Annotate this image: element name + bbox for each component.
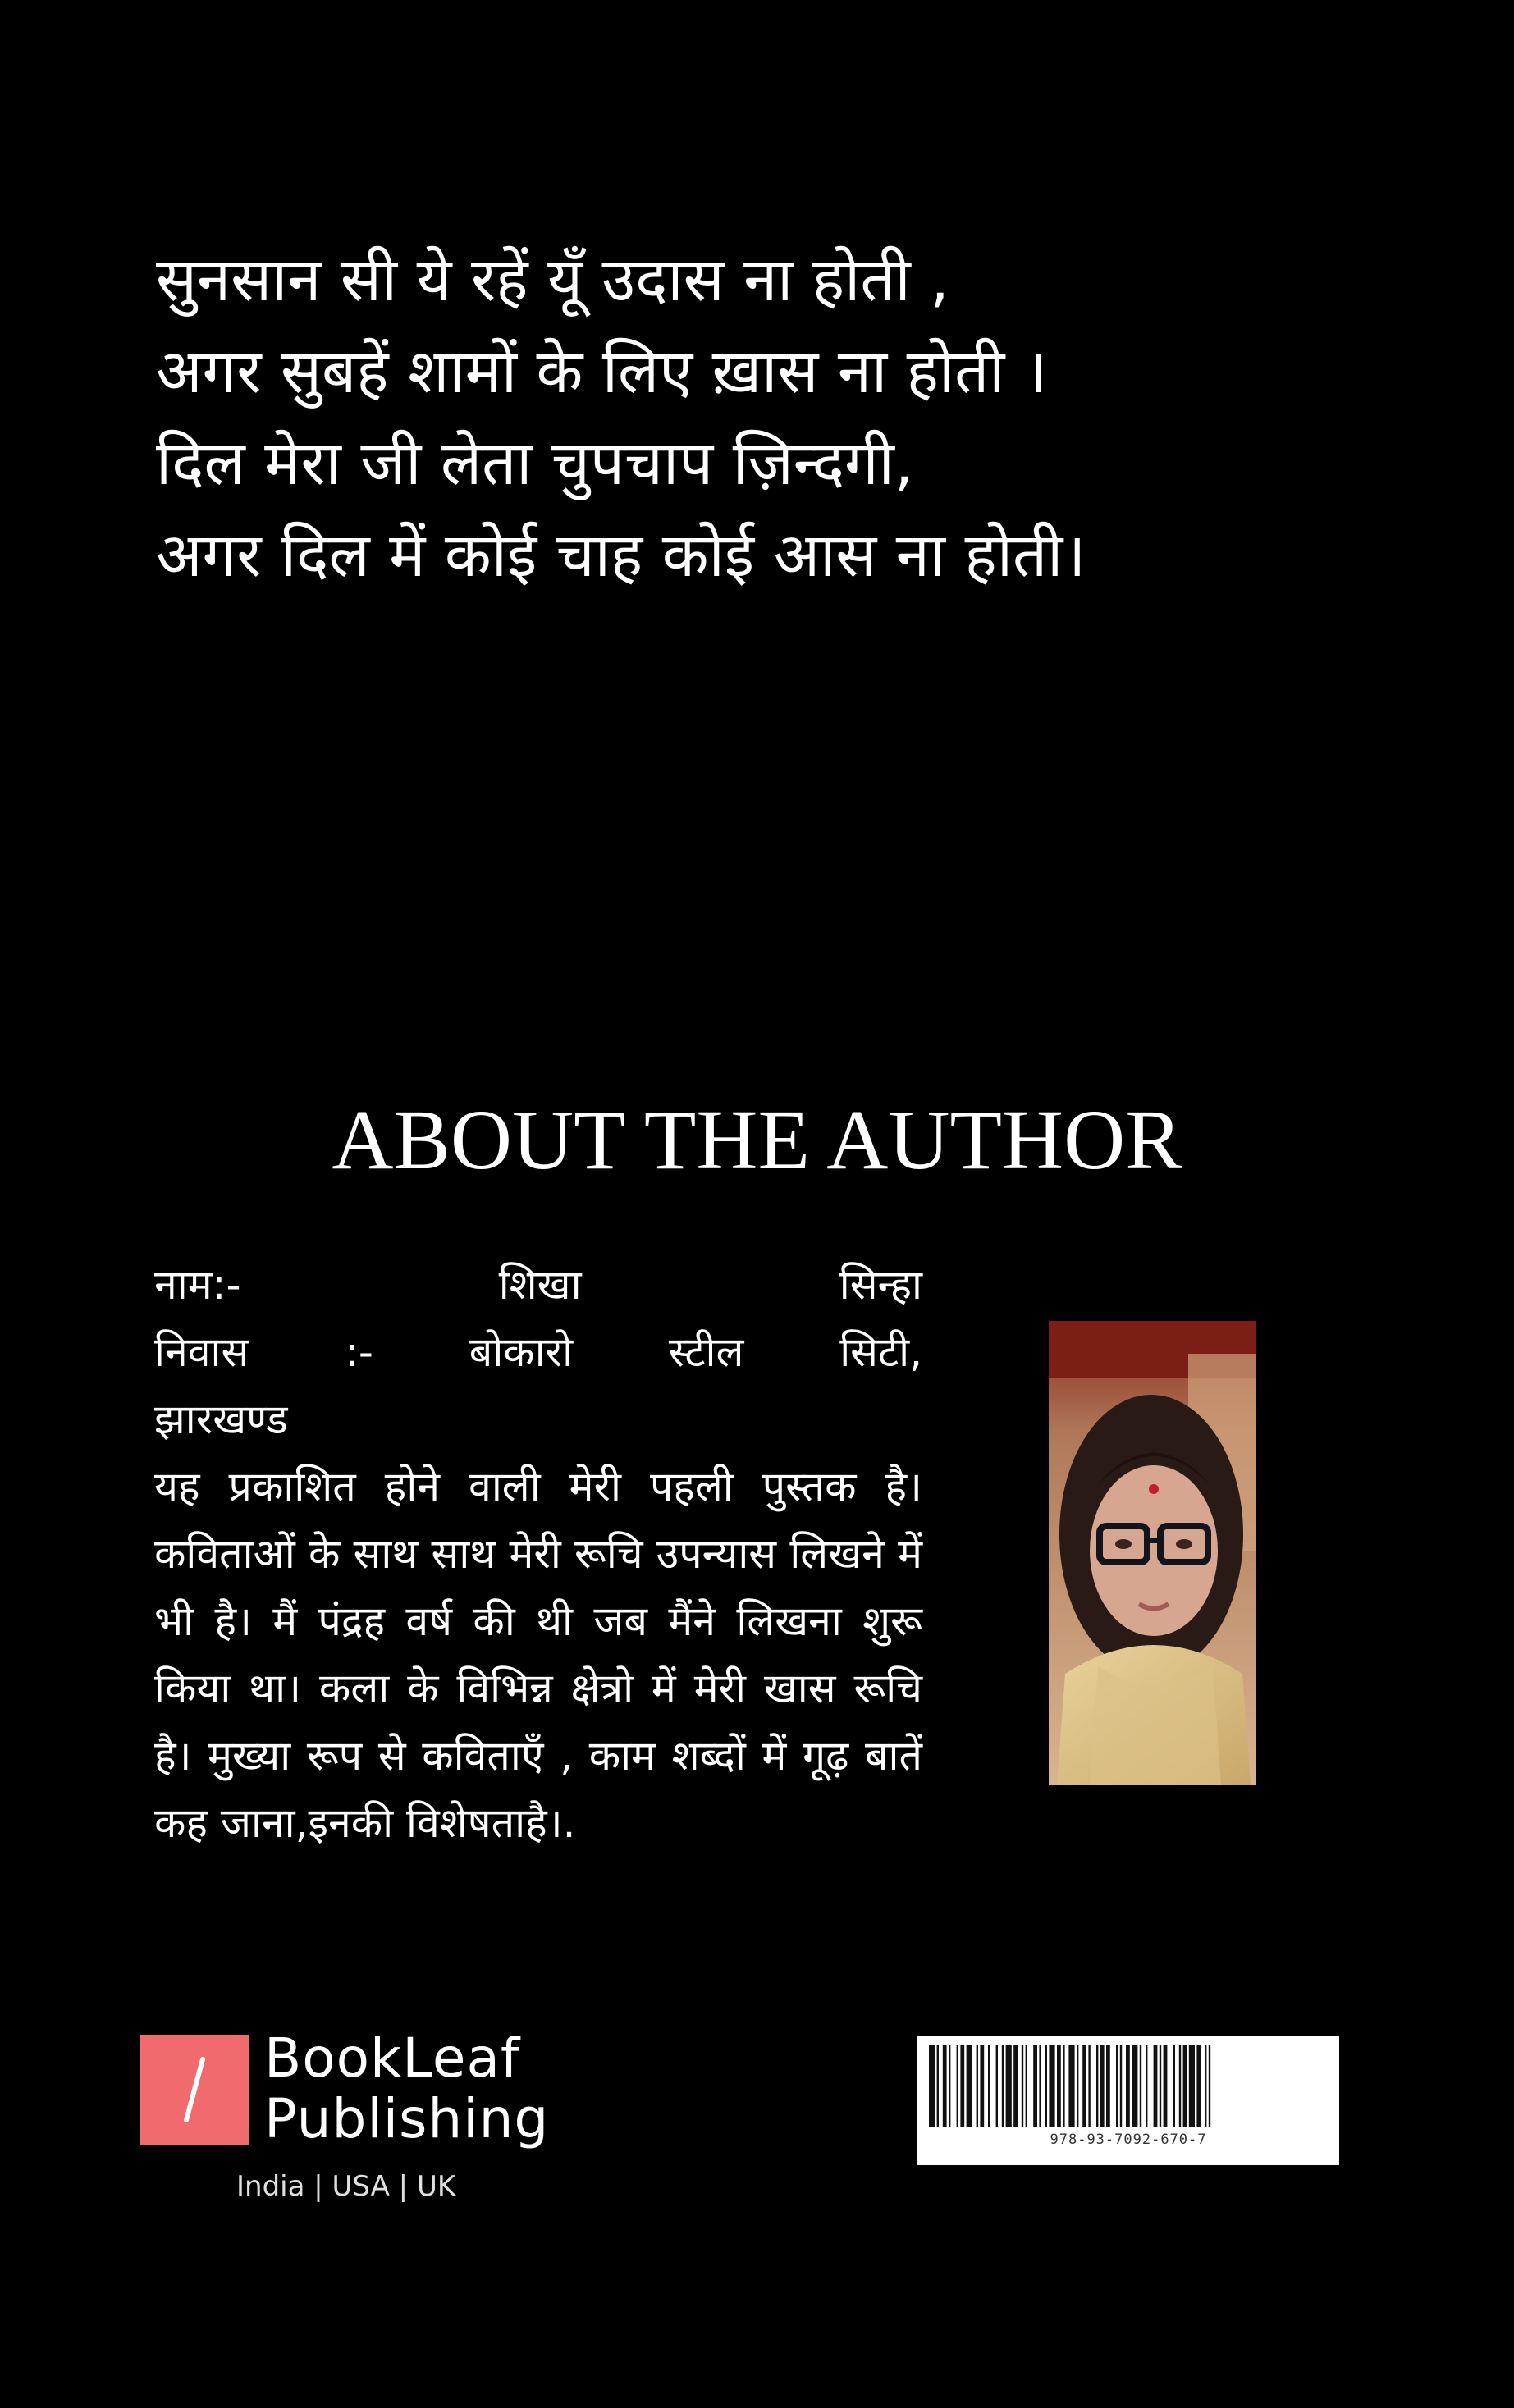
publisher-logo-mark <box>140 2035 249 2145</box>
author-portrait-image <box>1049 1321 1256 1785</box>
poem-line: अगर दिल में कोई चाह कोई आस ना होती। <box>156 520 1086 591</box>
poem-line: अगर सुबहें शामों के लिए ख़ास ना होती । <box>156 336 1048 407</box>
author-first-name: शिखा <box>498 1261 582 1309</box>
publisher-logo <box>140 2026 566 2158</box>
residence-label: निवास <box>154 1328 249 1376</box>
author-last-name: सिन्हा <box>839 1261 922 1309</box>
publisher-name <box>264 2028 549 2150</box>
poem-line: दिल मेरा जी लेता चुपचाप ज़िन्दगी, <box>156 428 914 499</box>
slash-icon <box>178 2056 211 2123</box>
isbn-number: 978-93-7092-670-7 <box>1050 2132 1207 2148</box>
residence-city-part: सिटी, <box>839 1328 922 1376</box>
residence-city-part: स्टील <box>668 1328 744 1376</box>
residence-separator: :- <box>345 1328 373 1376</box>
author-bio <box>154 1251 922 1857</box>
poem-line: सुनसान सी ये रहें यूँ उदास ना होती , <box>156 244 949 315</box>
residence-state: झारखण्ड <box>154 1396 288 1443</box>
author-name-row <box>154 1251 922 1318</box>
back-cover-poem <box>156 234 1346 601</box>
publisher-name-line2: Publishing <box>264 2087 550 2150</box>
author-photo <box>1049 1321 1256 1785</box>
residence-city-part: बोकारो <box>469 1328 574 1376</box>
name-label: नाम:- <box>154 1261 241 1309</box>
residence-row <box>154 1318 922 1386</box>
author-bio-text: यह प्रकाशित होने वाली मेरी पहली पुस्तक है। कविताओं के साथ साथ मेरी रूचि उपन्यास लिखने में भी है। मैं पंद्रह वर्ष की थी जब मैंने लिखना शुरू किया था। कला के विभिन्न क्षेत्रो में मेरी खास रूचि है। मुख्या रूप से कविताएँ , काम शब्दों में गूढ़ बातें कह जाना,इनकी विशेषताहै।. <box>154 1463 922 1847</box>
isbn-barcode <box>917 2036 1339 2165</box>
barcode-icon <box>929 2045 1328 2127</box>
publisher-name-line1: BookLeaf <box>264 2026 521 2090</box>
publisher-regions: India | USA | UK <box>236 2170 456 2203</box>
about-author-heading: ABOUT THE AUTHOR <box>332 1093 1182 1187</box>
